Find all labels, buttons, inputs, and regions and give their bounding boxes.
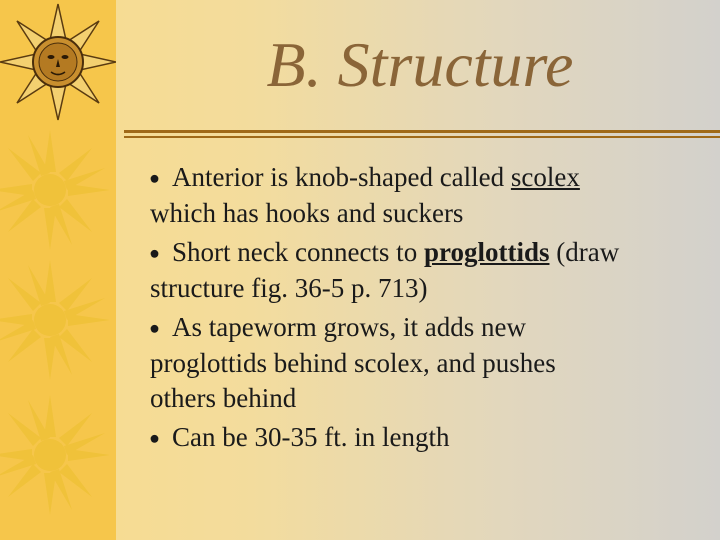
bullet-text: which has hooks and suckers [150, 198, 464, 228]
bullet-text: Can be 30-35 ft. in length [172, 422, 450, 452]
bullet-text: As tapeworm grows, it adds new [172, 312, 526, 342]
bullet-text: proglottids behind scolex, and pushes [150, 348, 556, 378]
bullet-dot-icon: ⦁ [150, 318, 159, 338]
bullet-dot-icon: ⦁ [150, 428, 159, 448]
bullet-text: Short neck connects to [172, 237, 424, 267]
bullet-dot-icon: ⦁ [150, 243, 159, 263]
bullet-item-proglottids [150, 235, 710, 306]
slide-title: B. Structure [266, 29, 574, 100]
sun-decor [0, 0, 116, 540]
bullet-list [150, 160, 710, 456]
sunburst-icon [0, 395, 110, 515]
bullet-item-growth [150, 310, 710, 416]
bullet-item-length [150, 420, 710, 456]
bullet-text: Anterior is knob-shaped called [172, 162, 511, 192]
sunburst-icon [0, 260, 110, 380]
bullet-text: (draw [549, 237, 620, 267]
term-scolex: scolex [510, 162, 580, 192]
divider-line-thick [124, 130, 720, 133]
bullet-text: structure fig. 36-5 p. 713) [150, 273, 428, 303]
sun-face-icon [0, 4, 116, 120]
bullet-item-scolex [150, 160, 710, 231]
sunburst-icon [0, 130, 110, 250]
term-proglottids: proglottids [423, 237, 550, 267]
title-divider [124, 130, 720, 140]
bullet-text: others behind [150, 383, 297, 413]
bullet-dot-icon: ⦁ [150, 168, 159, 188]
divider-line-thin [124, 136, 720, 138]
